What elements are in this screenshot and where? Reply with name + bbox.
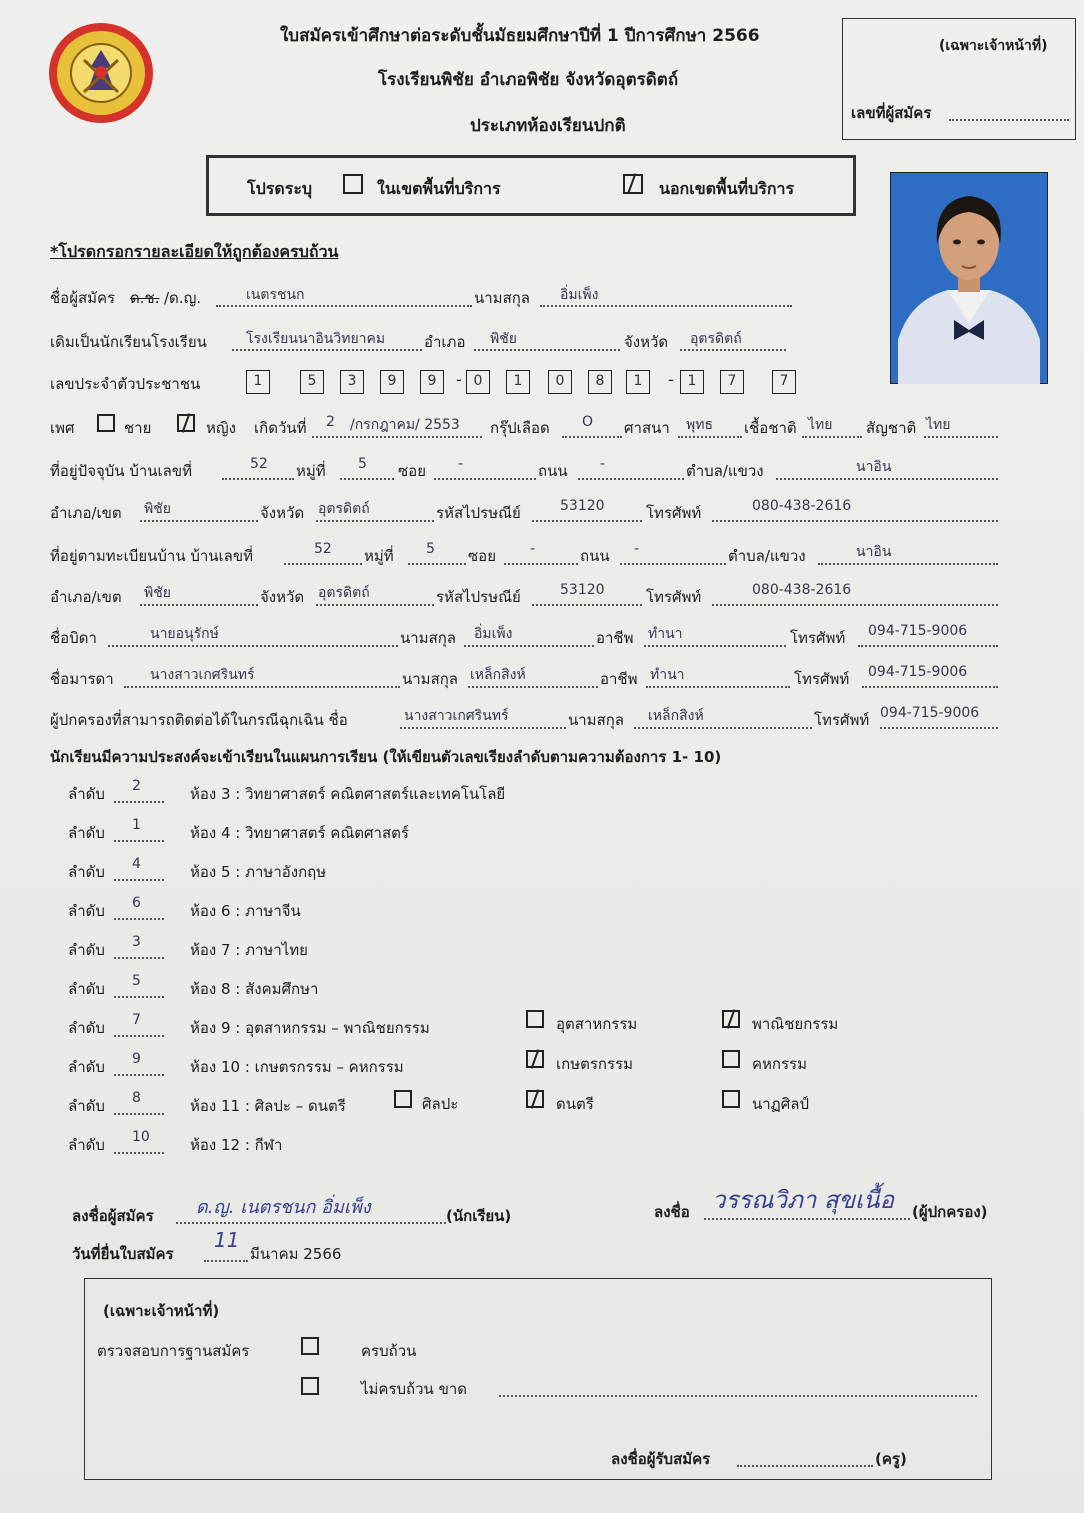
nationality-line — [924, 436, 998, 438]
birth-day-value[interactable]: 2 — [326, 414, 335, 430]
race-label: เชื้อชาติ — [744, 419, 797, 437]
religion-label: ศาสนา — [624, 419, 670, 437]
reg-subdistrict-line — [818, 563, 998, 565]
applicant-role: (นักเรียน) — [446, 1207, 512, 1225]
reg-phone-label: โทรศัพท์ — [646, 588, 702, 606]
national-id-digit[interactable]: 3 — [340, 370, 364, 394]
program-rank-line — [114, 879, 164, 881]
current-address-label: ที่อยู่ปัจจุบัน บ้านเลขที่ — [50, 462, 192, 480]
cur-subdistrict-label: ตำบล/แขวง — [686, 462, 764, 480]
mother-phone-line — [862, 686, 998, 688]
birth-line — [312, 436, 482, 438]
reg-postcode-label: รหัสไปรษณีย์ — [436, 588, 521, 606]
reg-postcode-line — [532, 604, 642, 606]
father-surname-value[interactable]: อิ่มเพ็ง — [474, 626, 513, 642]
reg-phone-line — [712, 604, 998, 606]
male-checkbox[interactable] — [97, 414, 115, 432]
reg-road-value[interactable]: - — [634, 541, 640, 557]
reg-province-label: จังหวัด — [260, 588, 305, 606]
father-job-line — [644, 645, 786, 647]
program-order-label: ลำดับ — [68, 902, 105, 920]
cur-road-label: ถนน — [538, 462, 568, 480]
office-box-title: (เฉพาะเจ้าหน้าที่) — [939, 38, 1048, 54]
national-id-digit[interactable]: 1 — [680, 370, 704, 394]
art-label: ศิลปะ — [422, 1095, 459, 1113]
program-order-label: ลำดับ — [68, 980, 105, 998]
applicant-sign-label: ลงชื่อผู้สมัคร — [72, 1207, 154, 1225]
national-id-label: เลขประจำตัวประชาชน — [50, 375, 201, 393]
program-rank-line — [114, 1152, 164, 1154]
guardian-role: (ผู้ปกครอง) — [912, 1203, 988, 1221]
cur-soi-value[interactable]: - — [458, 456, 464, 472]
religion-value[interactable]: พุทธ — [686, 417, 714, 433]
reg-soi-line — [504, 563, 578, 565]
mother-name-value[interactable]: นางสาวเกศรินทร์ — [150, 667, 255, 683]
mother-phone-value[interactable]: 094-715-9006 — [868, 664, 968, 680]
school-seal-icon — [46, 20, 156, 126]
cur-phone-label: โทรศัพท์ — [646, 504, 702, 522]
guardian-phone-value[interactable]: 094-715-9006 — [880, 705, 980, 721]
sex-label: เพศ — [50, 419, 75, 437]
reg-soi-label: ซอย — [468, 547, 496, 565]
guardian-phone-label: โทรศัพท์ — [814, 711, 870, 729]
nationality-value[interactable]: ไทย — [926, 417, 951, 433]
cur-district-label: อำเภอ/เขต — [50, 504, 122, 522]
reg-postcode-value[interactable]: 53120 — [560, 582, 605, 598]
surname-value[interactable]: อิ่มเพ็ง — [560, 287, 599, 303]
program-name: ห้อง 11 : ศิลปะ – ดนตรี — [190, 1097, 346, 1115]
instruction-text: *โปรดกรอกรายละเอียดให้ถูกต้องครบถ้วน — [50, 242, 339, 261]
program-rank-line — [114, 996, 164, 998]
guardian-name-value[interactable]: นางสาวเกศรินทร์ — [404, 708, 509, 724]
national-id-digit[interactable]: 8 — [588, 370, 612, 394]
program-order-label: ลำดับ — [68, 941, 105, 959]
agriculture-checkbox[interactable] — [526, 1050, 544, 1068]
guardian-phone-line — [880, 727, 998, 729]
father-name-line — [108, 645, 398, 647]
program-order-label: ลำดับ — [68, 824, 105, 842]
cur-district-value[interactable]: พิชัย — [144, 501, 171, 517]
school-name: โรงเรียนพิชัย อำเภอพิชัย จังหวัดอุตรดิตถ์ — [378, 70, 679, 90]
home-econ-checkbox[interactable] — [722, 1050, 740, 1068]
mother-surname-label: นามสกุล — [402, 670, 458, 688]
mother-job-line — [646, 686, 790, 688]
program-rank-value[interactable]: 2 — [132, 778, 141, 794]
form-title: ใบสมัครเข้าศึกษาต่อระดับชั้นมัธยมศึกษาปีที่ 1 ปีการศึกษา 2566 — [280, 26, 760, 46]
receiver-label: ลงชื่อผู้รับสมัคร — [611, 1450, 711, 1468]
cur-road-line — [578, 478, 684, 480]
industry-checkbox[interactable] — [526, 1010, 544, 1028]
reg-road-line — [620, 563, 726, 565]
program-name: ห้อง 6 : ภาษาจีน — [190, 902, 301, 920]
receiver-sign-field[interactable] — [737, 1465, 873, 1467]
id-separator: - — [668, 370, 674, 389]
father-job-label: อาชีพ — [596, 629, 634, 647]
cur-province-value[interactable]: อุตรดิตถ์ — [318, 501, 370, 517]
reg-province-value[interactable]: อุตรดิตถ์ — [318, 585, 370, 601]
program-rank-value[interactable]: 4 — [132, 856, 141, 872]
female-checkbox[interactable] — [177, 414, 195, 432]
submit-date-label: วันที่ยื่นใบสมัคร — [72, 1245, 174, 1263]
office-bottom-title: (เฉพาะเจ้าหน้าที่) — [103, 1302, 220, 1320]
applicant-no-field[interactable] — [949, 119, 1069, 121]
cur-phone-line — [712, 520, 998, 522]
reg-subdistrict-value[interactable]: นาอิน — [856, 544, 892, 560]
receiver-role: (ครู) — [875, 1450, 907, 1468]
reg-moo-value[interactable]: 5 — [426, 541, 435, 557]
surname-label: นามสกุล — [474, 289, 530, 307]
program-rank-line — [114, 840, 164, 842]
programs-heading: นักเรียนมีความประสงค์จะเข้าเรียนในแผนการเรียน (ให้เขียนตัวเลขเรียงลำดับตามความต้องการ 1- 10) — [50, 748, 722, 766]
cur-house-value[interactable]: 52 — [250, 456, 268, 472]
national-id-digit[interactable]: 9 — [380, 370, 404, 394]
submit-date-rest: มีนาคม 2566 — [250, 1245, 342, 1263]
program-order-label: ลำดับ — [68, 1019, 105, 1037]
reg-house-line — [284, 563, 362, 565]
out-area-label: นอกเขตพื้นที่บริการ — [659, 179, 795, 198]
father-job-value[interactable]: ทำนา — [648, 626, 683, 642]
father-name-value[interactable]: นายอนุรักษ์ — [150, 626, 219, 642]
in-area-label: ในเขตพื้นที่บริการ — [377, 179, 501, 198]
father-surname-label: นามสกุล — [400, 629, 456, 647]
program-rank-value[interactable]: 9 — [132, 1051, 141, 1067]
guardian-signature[interactable]: วรรณวิภา สุขเนื้อ — [712, 1186, 895, 1214]
cur-soi-label: ซอย — [398, 462, 426, 480]
prev-province-label: จังหวัด — [624, 333, 669, 351]
program-rank-value[interactable]: 5 — [132, 973, 141, 989]
program-name: ห้อง 7 : ภาษาไทย — [190, 941, 308, 959]
mother-surname-value[interactable]: เหล็กสิงห์ — [470, 667, 526, 683]
program-rank-line — [114, 1035, 164, 1037]
mother-name-line — [124, 686, 400, 688]
reg-phone-value[interactable]: 080-438-2616 — [752, 582, 852, 598]
program-name: ห้อง 3 : วิทยาศาสตร์ คณิตศาสตร์และเทคโนโลยี — [190, 785, 506, 803]
zone-box — [206, 155, 856, 216]
program-rank-value[interactable]: 10 — [132, 1129, 150, 1145]
commerce-checkbox[interactable] — [722, 1010, 740, 1028]
out-area-checkbox[interactable] — [623, 174, 643, 194]
prev-school-value[interactable]: โรงเรียนนาอินวิทยาคม — [246, 331, 386, 347]
female-label: หญิง — [206, 419, 236, 437]
cur-soi-line — [434, 478, 536, 480]
guardian-surname-line — [634, 727, 812, 729]
program-rank-value[interactable]: 8 — [132, 1090, 141, 1106]
blood-label: กรุ๊ปเลือด — [490, 419, 550, 437]
national-id-digit[interactable]: 7 — [772, 370, 796, 394]
blood-value[interactable]: O — [582, 414, 594, 430]
father-label: ชื่อบิดา — [50, 629, 97, 647]
race-line — [802, 436, 862, 438]
national-id-digit[interactable]: 1 — [506, 370, 530, 394]
program-order-label: ลำดับ — [68, 785, 105, 803]
cur-subdistrict-value[interactable]: นาอิน — [856, 459, 892, 475]
national-id-digit[interactable]: 0 — [548, 370, 572, 394]
office-box-top — [842, 18, 1076, 140]
mother-surname-line — [468, 686, 598, 688]
cur-district-line — [140, 520, 258, 522]
reg-soi-value[interactable]: - — [530, 541, 536, 557]
program-name: ห้อง 5 : ภาษาอังกฤษ — [190, 863, 327, 881]
program-order-label: ลำดับ — [68, 1058, 105, 1076]
incomplete-label: ไม่ครบถ้วน ขาด — [361, 1380, 467, 1398]
program-name: ห้อง 12 : กีฬา — [190, 1136, 283, 1154]
birth-label: เกิดวันที่ — [254, 419, 307, 437]
reg-moo-line — [408, 563, 466, 565]
program-rank-value[interactable]: 1 — [132, 817, 141, 833]
program-rank-line — [114, 1074, 164, 1076]
program-rank-line — [114, 918, 164, 920]
drama-checkbox[interactable] — [722, 1090, 740, 1108]
father-phone-value[interactable]: 094-715-9006 — [868, 623, 968, 639]
industry-label: อุตสาหกรรม — [556, 1015, 638, 1033]
program-name: ห้อง 10 : เกษตรกรรม – คหกรรม — [190, 1058, 404, 1076]
program-rank-value[interactable]: 7 — [132, 1012, 141, 1028]
cur-postcode-line — [532, 520, 642, 522]
cur-subdistrict-line — [776, 478, 998, 480]
national-id-digit[interactable]: 9 — [420, 370, 444, 394]
reg-province-line — [316, 604, 434, 606]
program-order-label: ลำดับ — [68, 863, 105, 881]
id-separator: - — [456, 370, 462, 389]
complete-label: ครบถ้วน — [361, 1342, 417, 1360]
reg-house-value[interactable]: 52 — [314, 541, 332, 557]
agriculture-label: เกษตรกรรม — [556, 1055, 633, 1073]
program-name: ห้อง 4 : วิทยาศาสตร์ คณิตศาสตร์ — [190, 824, 409, 842]
cur-province-label: จังหวัด — [260, 504, 305, 522]
national-id-digit[interactable]: 1 — [246, 370, 270, 394]
cur-postcode-value[interactable]: 53120 — [560, 498, 605, 514]
in-area-checkbox[interactable] — [343, 174, 363, 194]
national-id-digit[interactable]: 5 — [300, 370, 324, 394]
father-phone-line — [858, 645, 998, 647]
guardian-label: ผู้ปกครองที่สามารถติดต่อได้ในกรณีฉุกเฉิน ชื่อ — [50, 711, 348, 729]
program-rank-line — [114, 1113, 164, 1115]
program-name: ห้อง 8 : สังคมศึกษา — [190, 980, 319, 998]
nationality-label: สัญชาติ — [866, 419, 917, 437]
submit-date-line — [204, 1260, 248, 1262]
male-label: ชาย — [124, 419, 152, 437]
first-name-value[interactable]: เนตรชนก — [246, 287, 305, 303]
national-id-digit[interactable]: 1 — [626, 370, 650, 394]
incomplete-reason-field[interactable] — [499, 1395, 977, 1397]
guardian-name-line — [400, 727, 566, 729]
program-order-label: ลำดับ — [68, 1097, 105, 1115]
reg-moo-label: หมู่ที่ — [364, 547, 394, 565]
race-value[interactable]: ไทย — [808, 417, 833, 433]
religion-line — [678, 436, 742, 438]
cur-phone-value[interactable]: 080-438-2616 — [752, 498, 852, 514]
reg-district-line — [140, 604, 258, 606]
office-box-bottom — [84, 1278, 992, 1480]
national-id-digit[interactable]: 0 — [466, 370, 490, 394]
applicant-no-label: เลขที่ผู้สมัคร — [851, 104, 932, 122]
program-rank-value[interactable]: 6 — [132, 895, 141, 911]
mother-phone-label: โทรศัพท์ — [794, 670, 850, 688]
title-female: /ด.ญ. — [164, 289, 202, 307]
reg-address-label: ที่อยู่ตามทะเบียนบ้าน บ้านเลขที่ — [50, 547, 253, 565]
applicant-name-label: ชื่อผู้สมัคร — [50, 289, 116, 307]
program-order-label: ลำดับ — [68, 1136, 105, 1154]
prev-district-label: อำเภอ — [424, 333, 466, 351]
father-phone-label: โทรศัพท์ — [790, 629, 846, 647]
mother-job-value[interactable]: ทำนา — [650, 667, 685, 683]
zone-label: โปรดระบุ — [247, 179, 313, 198]
blood-line — [562, 436, 622, 438]
incomplete-checkbox[interactable] — [301, 1377, 319, 1395]
program-rank-value[interactable]: 3 — [132, 934, 141, 950]
prev-district-value[interactable]: พิชัย — [490, 331, 517, 347]
prev-province-value[interactable]: อุตรดิตถ์ — [690, 331, 742, 347]
guardian-sign-label: ลงชื่อ — [654, 1203, 690, 1221]
guardian-surname-label: นามสกุล — [568, 711, 624, 729]
mother-job-label: อาชีพ — [600, 670, 638, 688]
cur-house-line — [222, 478, 294, 480]
classroom-type: ประเภทห้องเรียนปกติ — [470, 116, 626, 136]
submit-date-day[interactable]: 11 — [214, 1228, 240, 1252]
cur-moo-line — [340, 478, 394, 480]
home-econ-label: คหกรรม — [752, 1055, 808, 1073]
reg-road-label: ถนน — [580, 547, 610, 565]
drama-label: นาฏศิลป์ — [752, 1095, 809, 1113]
prev-school-label: เดิมเป็นนักเรียนโรงเรียน — [50, 333, 207, 351]
music-label: ดนตรี — [556, 1095, 594, 1113]
cur-moo-value[interactable]: 5 — [358, 456, 367, 472]
applicant-sign-line — [176, 1222, 446, 1224]
guardian-surname-value[interactable]: เหล็กสิงห์ — [648, 708, 704, 724]
program-rank-line — [114, 957, 164, 959]
birth-month-year-value[interactable]: /กรกฎาคม/ 2553 — [350, 417, 460, 433]
program-name: ห้อง 9 : อุตสาหกรรม – พาณิชยกรรม — [190, 1019, 430, 1037]
program-rank-line — [114, 801, 164, 803]
title-male-struck: ด.ช. — [130, 289, 160, 307]
complete-checkbox[interactable] — [301, 1337, 319, 1355]
commerce-label: พาณิชยกรรม — [752, 1015, 839, 1033]
cur-province-line — [316, 520, 434, 522]
father-surname-line — [464, 645, 594, 647]
national-id-digit[interactable]: 7 — [720, 370, 744, 394]
music-checkbox[interactable] — [526, 1090, 544, 1108]
office-check-label: ตรวจสอบการฐานสมัคร — [97, 1342, 250, 1360]
cur-moo-label: หมู่ที่ — [296, 462, 326, 480]
cur-road-value[interactable]: - — [600, 456, 606, 472]
art-checkbox[interactable] — [394, 1090, 412, 1108]
applicant-signature[interactable]: ด.ญ. เนตรชนก อิ่มเพ็ง — [196, 1197, 371, 1218]
reg-subdistrict-label: ตำบล/แขวง — [728, 547, 806, 565]
reg-district-label: อำเภอ/เขต — [50, 588, 122, 606]
mother-label: ชื่อมารดา — [50, 670, 114, 688]
reg-district-value[interactable]: พิชัย — [144, 585, 171, 601]
cur-postcode-label: รหัสไปรษณีย์ — [436, 504, 521, 522]
applicant-photo — [890, 172, 1048, 384]
